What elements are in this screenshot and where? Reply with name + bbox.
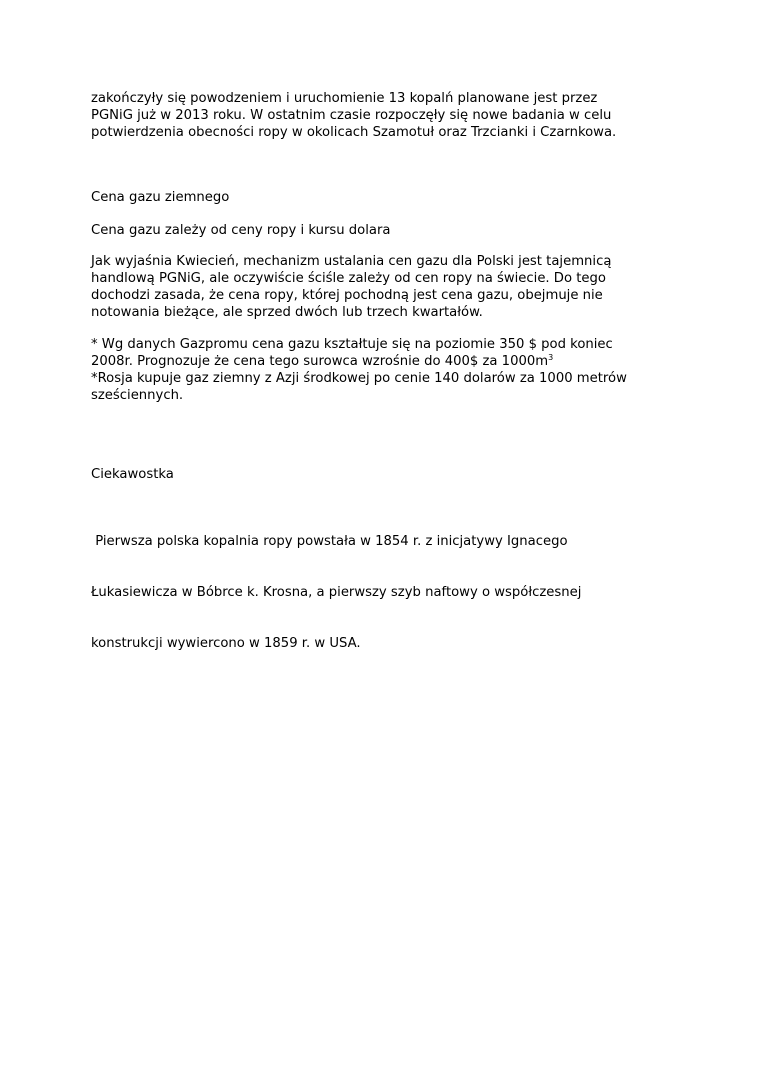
gas-price-notes	[91, 336, 731, 404]
text-line: dochodzi zasada, że cena ropy, której pochodną jest cena gazu, obejmuje nie	[91, 288, 603, 303]
trivia-paragraph	[91, 499, 731, 686]
section-heading: Cena gazu ziemnego	[91, 190, 230, 205]
text-line: notowania bieżące, ale sprzed dwóch lub trzech kwartałów.	[91, 305, 483, 320]
text-line: potwierdzenia obecności ropy w okolicach Szamotuł oraz Trzcianki i Czarnkowa.	[91, 125, 617, 140]
text-line: zakończyły się powodzeniem i uruchomienie 13 kopalń planowane jest przez	[91, 91, 598, 106]
gas-price-heading	[91, 189, 731, 206]
trivia-heading	[91, 466, 731, 483]
superscript: 3	[548, 353, 554, 362]
text-line: handlową PGNiG, ale oczywiście ściśle zależy od cen ropy na świecie. Do tego	[91, 271, 606, 286]
note-line: *Rosja kupuje gaz ziemny z Azji środkowej po cenie 140 dolarów za 1000 metrów	[91, 371, 627, 386]
text-line: Jak wyjaśnia Kwiecień, mechanizm ustalania cen gazu dla Polski jest tajemnicą	[91, 254, 612, 269]
note-line: sześciennych.	[91, 388, 184, 403]
text-line: konstrukcji wywiercono w 1859 r. w USA.	[91, 636, 361, 651]
note-text: 2008r. Prognozuje że cena tego surowca wzrośnie do 400$ za 1000m	[91, 354, 549, 369]
text-line: PGNiG już w 2013 roku. W ostatnim czasie rozpoczęły się nowe badania w celu	[91, 108, 612, 123]
gas-price-paragraph	[91, 253, 731, 321]
note-line: * Wg danych Gazpromu cena gazu kształtuje się na poziomie 350 $ pod koniec	[91, 337, 613, 352]
note-line	[91, 353, 731, 370]
text-line: Pierwsza polska kopalnia ropy powstała w 1854 r. z inicjatywy Ignacego	[91, 534, 568, 549]
intro-paragraph	[91, 90, 731, 141]
text-line: Łukasiewicza w Bóbrce k. Krosna, a pierwszy szyb naftowy o współczesnej	[91, 585, 582, 600]
section-subheading: Cena gazu zależy od ceny ropy i kursu dolara	[91, 223, 391, 238]
gas-price-subheading	[91, 222, 731, 239]
section-heading: Ciekawostka	[91, 467, 174, 482]
